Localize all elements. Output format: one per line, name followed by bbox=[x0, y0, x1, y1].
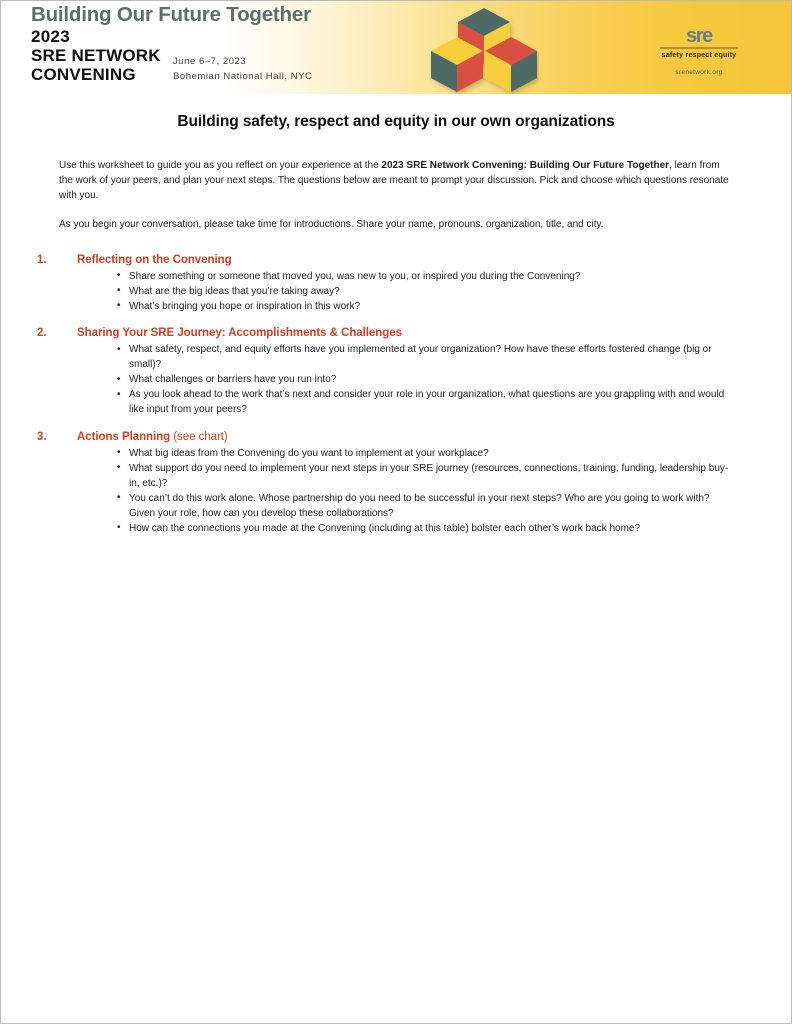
banner-org-line-1: SRE NETWORK bbox=[31, 45, 161, 65]
sre-tagline: safety respect equity bbox=[661, 51, 737, 59]
banner-script-line: Building Our Future Together bbox=[31, 3, 311, 26]
section-question-list bbox=[1, 269, 791, 314]
intro-paragraph-2: As you begin your conversation, please take time for introductions. Share your name, pronouns, organization, title, and city. bbox=[59, 218, 604, 230]
banner-year: 2023 bbox=[31, 26, 71, 46]
banner-org-line-2: CONVENING bbox=[31, 64, 136, 84]
list-item: • What big ideas from the Convening do you want to implement at your workplace? bbox=[129, 446, 729, 461]
intro-block bbox=[59, 158, 731, 232]
sre-wordmark: sre bbox=[686, 25, 712, 47]
page-title: Building safety, respect and equity in our own organizations bbox=[177, 113, 615, 130]
section-note: (see chart) bbox=[170, 430, 228, 443]
list-item: • What are the big ideas that you’re taking away? bbox=[129, 284, 729, 299]
list-item: • How can the connections you made at the Convening (including at this table) bolster each other’s work back home? bbox=[129, 521, 729, 536]
section-title: Actions Planning bbox=[77, 430, 171, 443]
discussion-section bbox=[1, 327, 791, 417]
section-heading bbox=[37, 430, 791, 443]
list-item: • Share something or someone that moved you, was new to you, or inspired you during the Convening? bbox=[129, 269, 729, 284]
intro-p1-before: Use this worksheet to guide you as you reflect on your experience at the bbox=[59, 160, 382, 171]
cubes-logo-icon bbox=[429, 6, 539, 94]
section-heading bbox=[37, 327, 791, 340]
list-item: • What safety, respect, and equity efforts have you implemented at your organization? How have these efforts fostered change (big or small)? bbox=[129, 342, 729, 372]
event-banner bbox=[1, 1, 791, 94]
list-item: • As you look ahead to the work that’s next and consider your role in your organization, what questions are you grappling with and would like input from your peers? bbox=[129, 387, 729, 417]
section-question-list bbox=[1, 342, 791, 417]
section-number: 1. bbox=[37, 253, 47, 266]
list-item: • What challenges or barriers have you run into? bbox=[129, 372, 729, 387]
list-item: • What support do you need to implement your next steps in your SRE journey (resources, connections, training, funding, leadership buy-in, etc.)? bbox=[129, 461, 729, 491]
intro-p1-bold: 2023 SRE Network Convening: Building Our Future Together bbox=[381, 160, 670, 171]
section-question-list bbox=[1, 446, 791, 537]
list-item: • You can’t do this work alone. Whose partnership do you need to be successful in your next steps? Who are you going to work with? Given your role, how can you develop these collaborations? bbox=[129, 491, 729, 521]
section-number: 3. bbox=[37, 430, 47, 443]
intro-p1-after: , learn from the work of your peers, and plan your next steps. The questions below are meant to prompt your discussion. Pick and choose which questions resonate with you. bbox=[59, 160, 729, 202]
event-venue: Bohemian National Hall, NYC bbox=[173, 70, 313, 82]
event-date: June 6–7, 2023 bbox=[173, 56, 247, 67]
banner-event-details bbox=[173, 55, 312, 84]
section-heading bbox=[37, 253, 791, 266]
section-title: Sharing Your SRE Journey: Accomplishments & Challenges bbox=[77, 327, 402, 340]
intro-paragraph-1 bbox=[59, 158, 731, 204]
section-number: 2. bbox=[37, 327, 47, 340]
list-item: • What’s bringing you hope or inspiration in this work? bbox=[129, 299, 729, 314]
discussion-sections bbox=[1, 254, 791, 536]
discussion-section bbox=[1, 431, 791, 537]
logo-divider bbox=[660, 47, 738, 49]
sre-network-logo bbox=[645, 26, 753, 76]
discussion-section bbox=[1, 254, 791, 314]
section-title: Reflecting on the Convening bbox=[77, 253, 232, 266]
sre-website-url: srenetwork.org bbox=[675, 68, 723, 76]
